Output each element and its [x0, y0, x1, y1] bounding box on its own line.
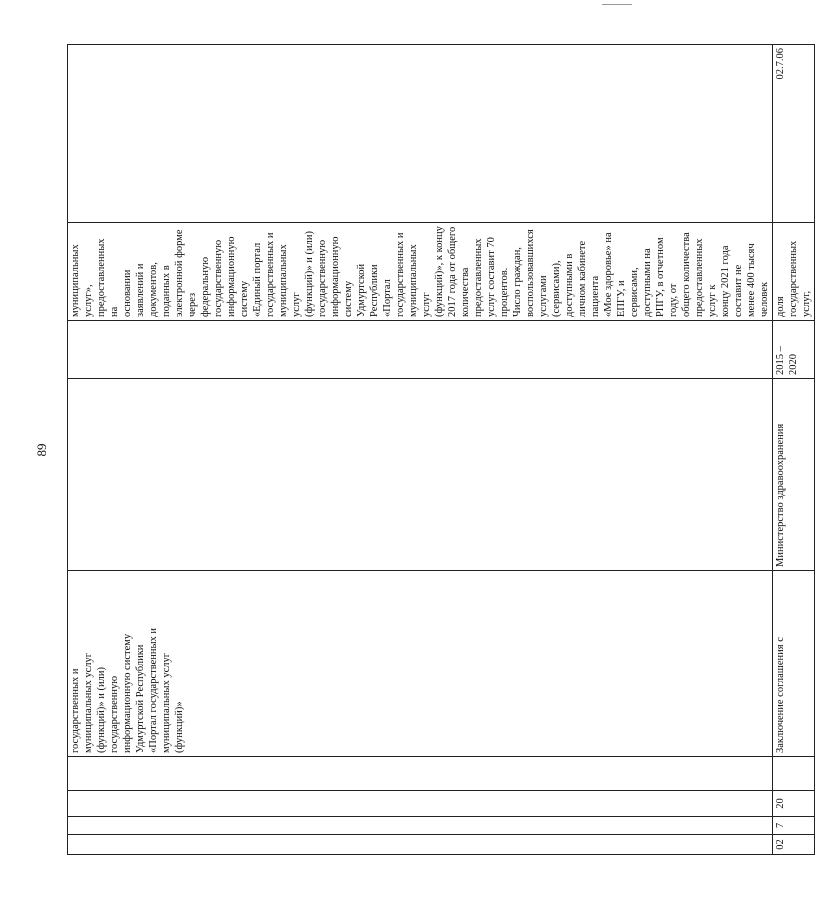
table-row-continuation — [68, 45, 773, 855]
cell-gp: 02 — [773, 835, 815, 855]
cell-indicator: 02.7.06 — [773, 45, 815, 223]
cell-m-empty-2 — [773, 757, 815, 791]
cell-executor: Министерство здравоохранения — [773, 379, 815, 571]
cell-result: доля государственных услуг, — [773, 223, 815, 321]
table-row-next-measure — [773, 45, 815, 855]
scan-edge-line — [602, 4, 632, 5]
cell-executor-empty — [68, 379, 773, 571]
rotated-table-wrapper — [67, 45, 812, 855]
cell-om-empty — [68, 791, 773, 817]
cell-period-empty — [68, 321, 773, 379]
cell-pp-empty — [68, 817, 773, 835]
cell-m-empty — [68, 757, 773, 791]
cell-measure: Заключение соглашения с — [773, 571, 815, 757]
cell-gp-empty — [68, 835, 773, 855]
cell-period: 2015 – 2020 — [773, 321, 815, 379]
cell-indicator-empty — [68, 45, 773, 223]
page-number: 89 — [34, 443, 49, 457]
cell-om: 20 — [773, 791, 815, 817]
cell-result-continuation: муниципальных услуг», предоставленных на основании заявлений и документов, поданных в электронной форме через федеральную государственную информационную систему «Единый портал государственных и муниципальных услуг (функций)» и (или) государственную информационную систему Удмуртской Республики «Портал государственных и муниципальных услуг (функций)», к концу 2017 года от общего количества предоставленных услуг составит 70 процентов. Число граждан, воспользовавшихся услугами (сервисами), доступными в личном кабинете пациента «Мое здоровье» на ЕПГУ, и сервисами, доступными на РПГУ, в отчетном году, от общего количества предоставленных услуг к концу 2021 года составит не менее 400 тысяч человек — [68, 223, 773, 321]
cell-measure-continuation: государственных и муниципальных услуг (функций)» и (или) государственную информационную систему Удмуртской Республики «Портал государственных и муниципальных услуг (функций)» — [68, 571, 773, 757]
cell-pp: 7 — [773, 817, 815, 835]
program-measures-table — [67, 44, 815, 855]
